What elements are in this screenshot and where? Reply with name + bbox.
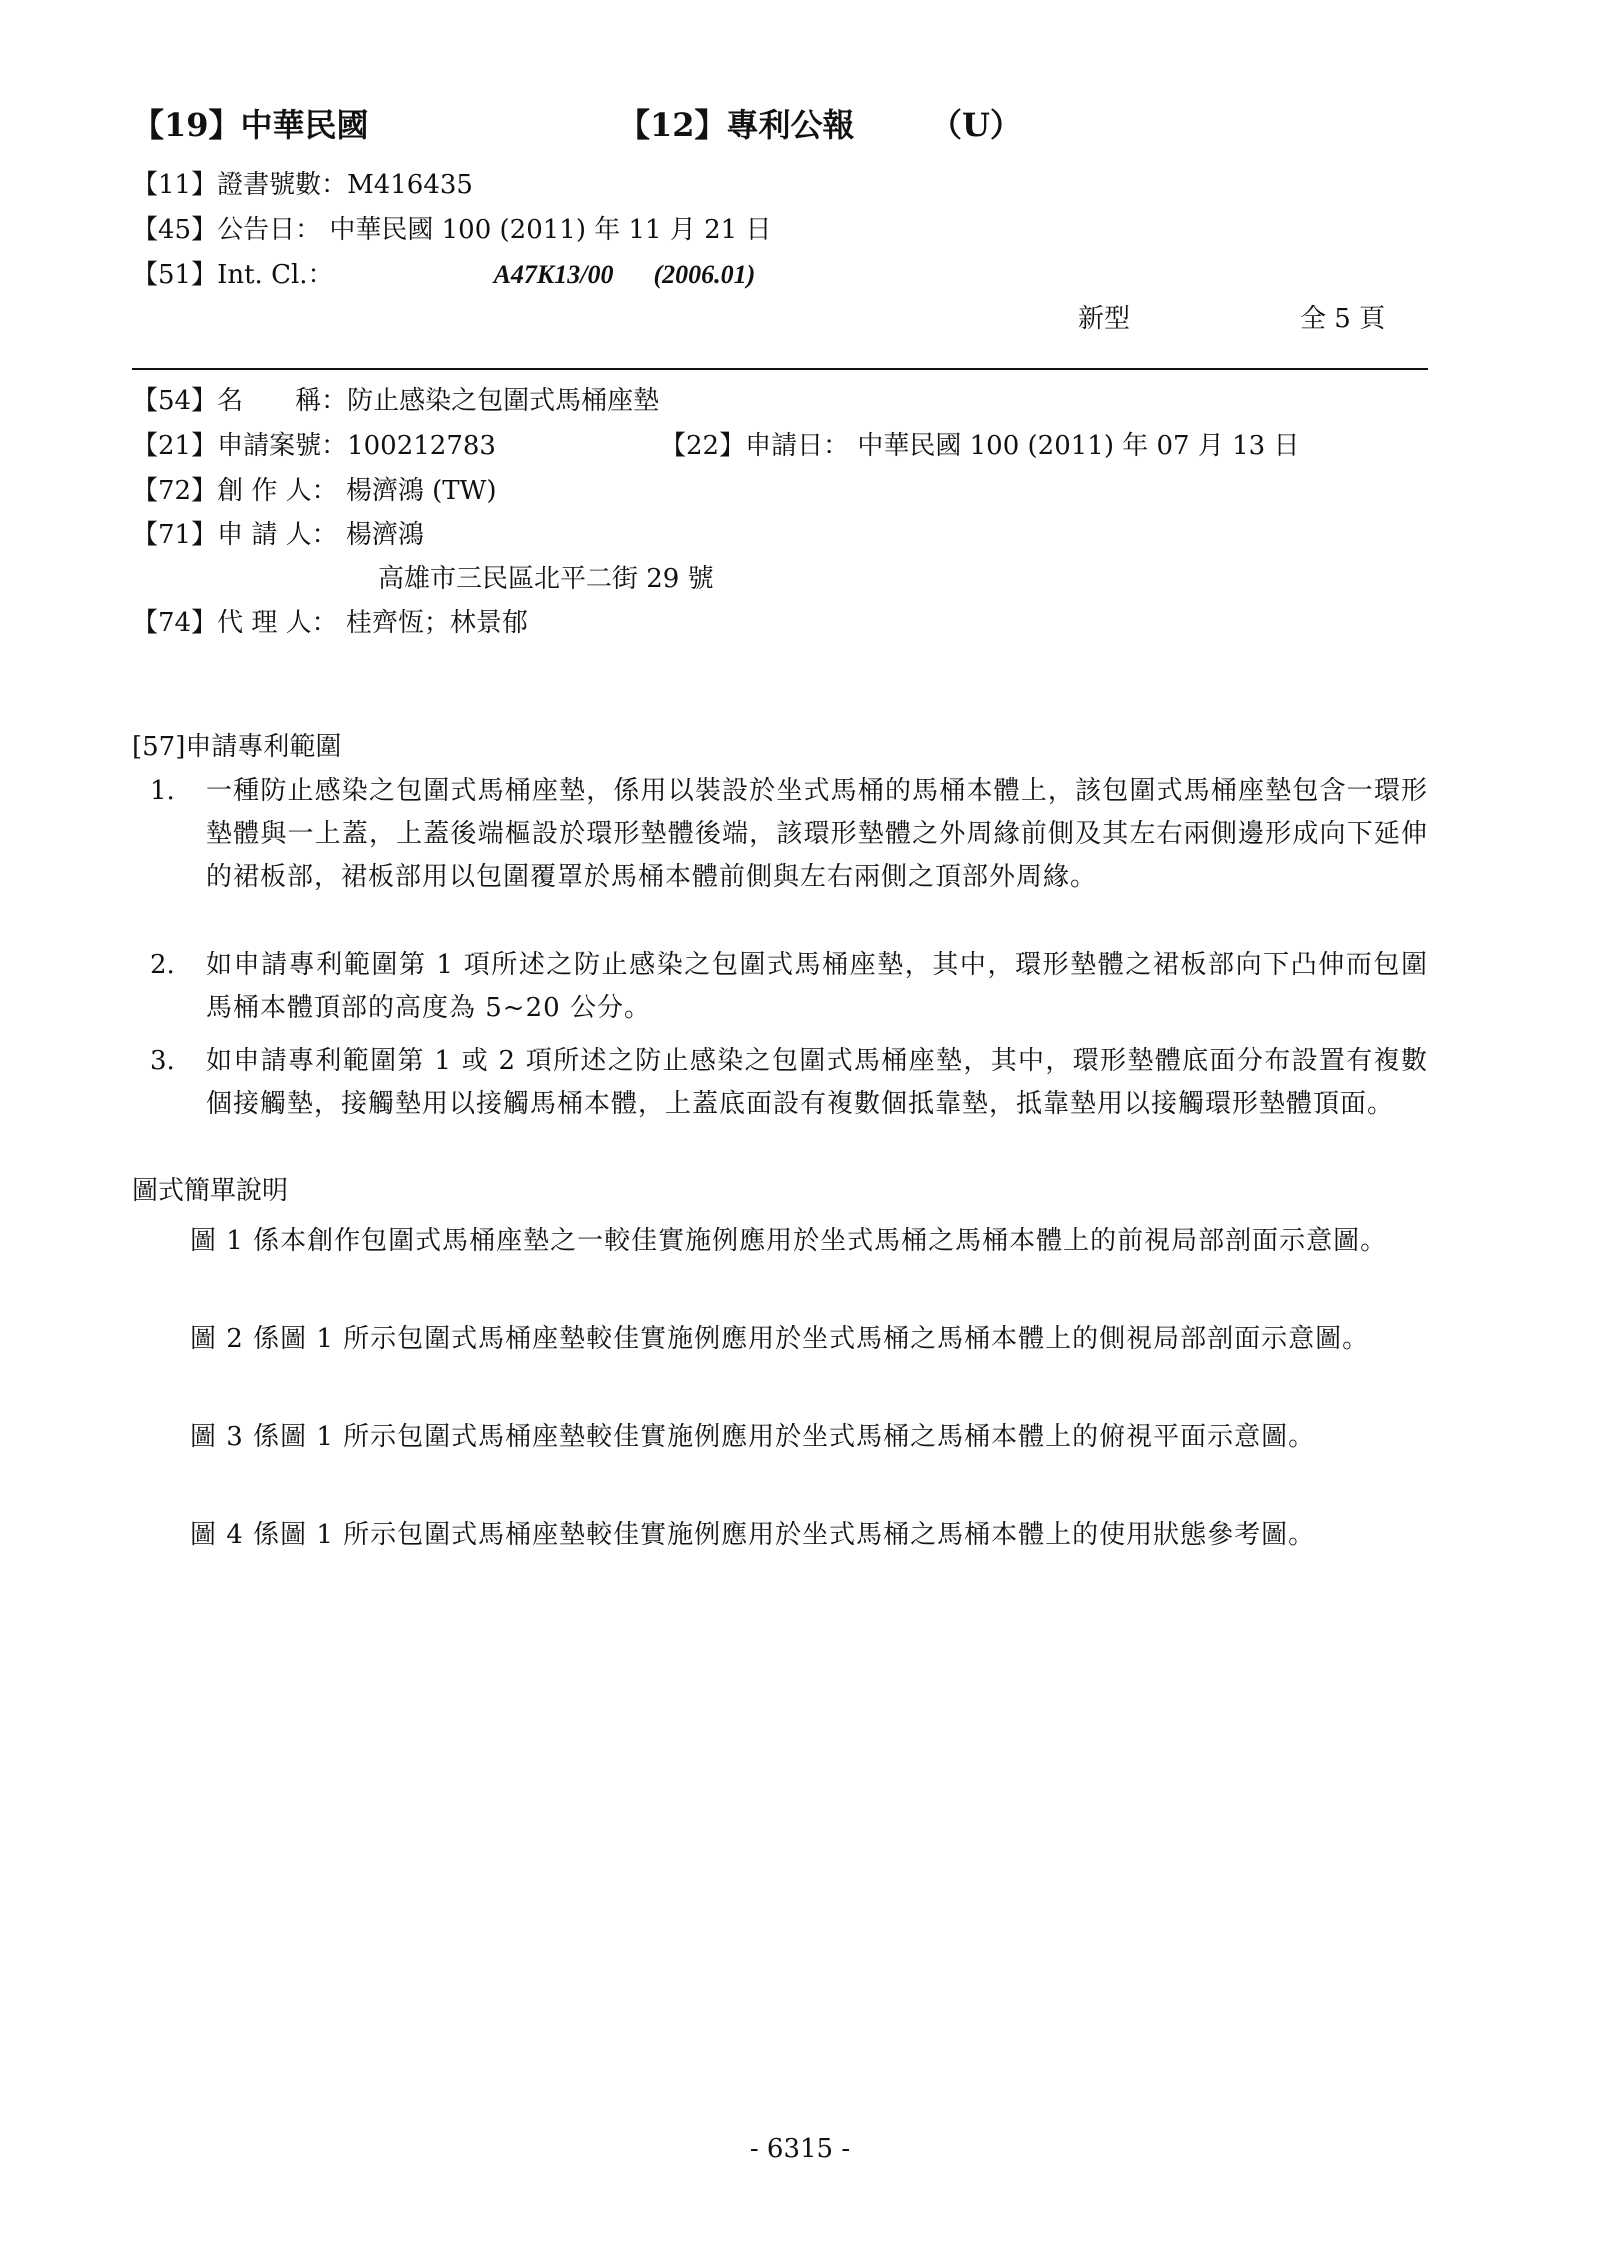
claim-text: 如申請專利範圍第 1 項所述之防止感染之包圍式馬桶座墊，其中，環形墊體之裙板部向下凸伸而包圍馬桶本體頂部的高度為 5~20 公分。 bbox=[206, 950, 1428, 1023]
claim-item bbox=[150, 1040, 1428, 1126]
figure-description: 圖 3 係圖 1 所示包圍式馬桶座墊較佳實施例應用於坐式馬桶之馬桶本體上的俯視平面示意圖。 bbox=[190, 1422, 1316, 1452]
agent: 【74】代 理 人： 桂齊恆；林景郁 bbox=[132, 608, 528, 638]
figure-description: 圖 2 係圖 1 所示包圍式馬桶座墊較佳實施例應用於坐式馬桶之馬桶本體上的側視局部剖面示意圖。 bbox=[190, 1324, 1370, 1354]
patent-type: 新型 bbox=[1078, 304, 1131, 334]
claim-text: 如申請專利範圍第 1 或 2 項所述之防止感染之包圍式馬桶座墊，其中，環形墊體底面分布設置有複數個接觸墊，接觸墊用以接觸馬桶本體，上蓋底面設有複數個抵靠墊，抵靠墊用以接觸環形墊體頂面。 bbox=[206, 1046, 1428, 1119]
patent-title: 【54】名 稱：防止感染之包圍式馬桶座墊 bbox=[132, 386, 660, 416]
int-cl-version: (2006.01) bbox=[653, 260, 756, 289]
figures-title: 圖式簡單說明 bbox=[132, 1176, 289, 1206]
claims-title: [57]申請專利範圍 bbox=[132, 732, 342, 762]
claim-number: 1. bbox=[150, 776, 175, 806]
certificate-number: 【11】證書號數：M416435 bbox=[132, 170, 473, 200]
total-pages: 全 5 頁 bbox=[1300, 304, 1386, 334]
int-cl-label: 【51】Int. Cl.： bbox=[132, 260, 334, 290]
country-header: 【19】中華民國 bbox=[132, 106, 369, 144]
kind-code: （U） bbox=[930, 106, 1022, 144]
header-divider bbox=[132, 368, 1428, 370]
page-number: - 6315 - bbox=[749, 2134, 851, 2164]
int-cl-line bbox=[132, 258, 755, 292]
announcement-date: 【45】公告日： 中華民國 100 (2011) 年 11 月 21 日 bbox=[132, 215, 772, 245]
application-number: 【21】申請案號：100212783 bbox=[132, 431, 496, 461]
claim-item bbox=[150, 944, 1428, 1030]
publication-header: 【12】專利公報 bbox=[618, 106, 855, 144]
claim-number: 3. bbox=[150, 1046, 175, 1076]
applicant-address: 高雄市三民區北平二街 29 號 bbox=[378, 564, 714, 594]
claim-number: 2. bbox=[150, 950, 175, 980]
figure-description: 圖 4 係圖 1 所示包圍式馬桶座墊較佳實施例應用於坐式馬桶之馬桶本體上的使用狀態參考圖。 bbox=[190, 1520, 1316, 1550]
figure-description: 圖 1 係本創作包圍式馬桶座墊之一較佳實施例應用於坐式馬桶之馬桶本體上的前視局部剖面示意圖。 bbox=[190, 1226, 1388, 1256]
creator: 【72】創 作 人： 楊濟鴻 (TW) bbox=[132, 476, 497, 506]
claim-text: 一種防止感染之包圍式馬桶座墊，係用以裝設於坐式馬桶的馬桶本體上，該包圍式馬桶座墊包含一環形墊體與一上蓋，上蓋後端樞設於環形墊體後端，該環形墊體之外周緣前側及其左右兩側邊形成向下延伸的裙板部，裙板部用以包圍覆罩於馬桶本體前側與左右兩側之頂部外周緣。 bbox=[206, 776, 1428, 892]
claim-item bbox=[150, 770, 1428, 899]
applicant: 【71】申 請 人： 楊濟鴻 bbox=[132, 520, 424, 550]
int-cl-code: A47K13/00 bbox=[493, 260, 614, 289]
application-date: 【22】申請日： 中華民國 100 (2011) 年 07 月 13 日 bbox=[660, 431, 1300, 461]
